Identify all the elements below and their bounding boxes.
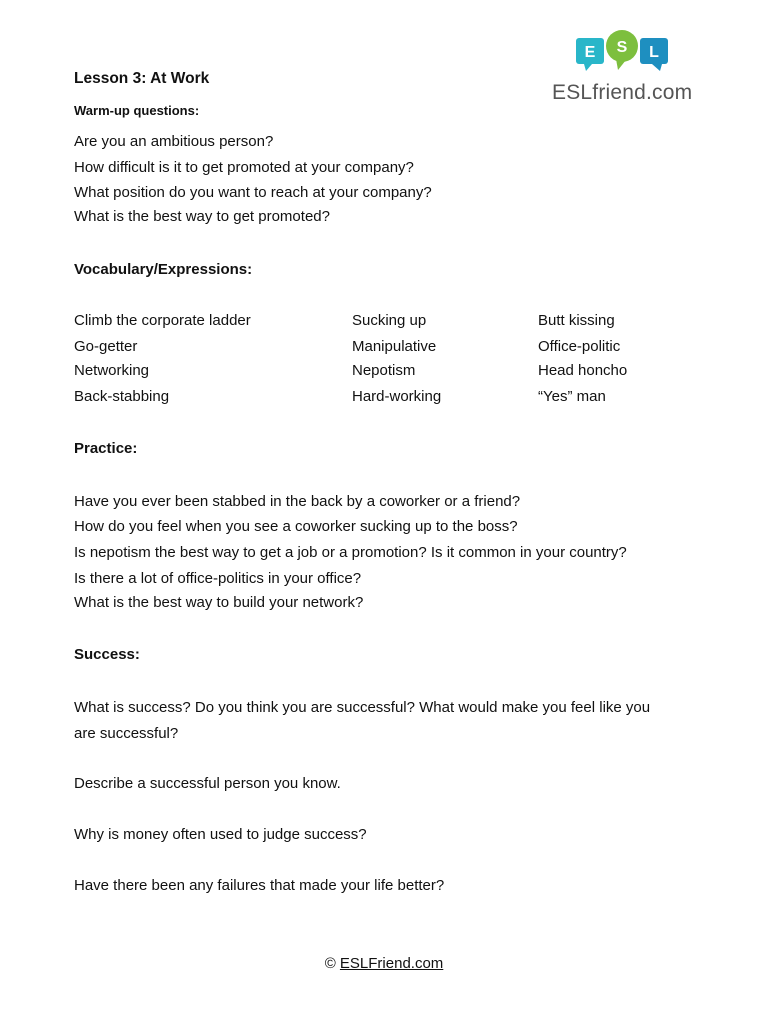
logo-bubble-s xyxy=(606,30,638,70)
warmup-question: What position do you want to reach at your company? xyxy=(74,184,432,201)
logo-letter-s: S xyxy=(616,39,628,56)
vocab-term: Climb the corporate ladder xyxy=(74,312,251,329)
logo xyxy=(552,28,693,108)
practice-question: Is there a lot of office-politics in your office? xyxy=(74,570,362,587)
vocab-term: “Yes” man xyxy=(538,388,606,405)
logo-bubbles-icon xyxy=(574,28,674,74)
logo-letter-e: E xyxy=(584,44,596,61)
practice-question: Have you ever been stabbed in the back by a coworker or a friend? xyxy=(74,493,521,510)
success-question: Why is money often used to judge success? xyxy=(74,826,367,843)
vocab-term: Hard-working xyxy=(352,388,442,405)
vocab-term: Head honcho xyxy=(538,362,628,379)
warmup-heading: Warm-up questions: xyxy=(74,103,200,118)
practice-heading: Practice: xyxy=(74,440,138,457)
logo-wordmark: ESLfriend.com xyxy=(552,81,693,104)
success-heading: Success: xyxy=(74,646,140,663)
success-question: Describe a successful person you know. xyxy=(74,775,341,792)
vocab-term: Networking xyxy=(74,362,150,379)
footer xyxy=(0,955,768,973)
vocab-term: Manipulative xyxy=(352,338,437,355)
logo-bubble-e xyxy=(576,38,604,71)
practice-question: How do you feel when you see a coworker sucking up to the boss? xyxy=(74,518,518,535)
copyright-symbol: © xyxy=(324,955,336,972)
practice-question: What is the best way to build your network? xyxy=(74,594,364,611)
vocab-term: Nepotism xyxy=(352,362,416,379)
logo-letter-l: L xyxy=(649,44,659,61)
page-title: Lesson 3: At Work xyxy=(74,70,210,87)
practice-question: Is nepotism the best way to get a job or a promotion? Is it common in your country? xyxy=(74,544,627,561)
success-question: Have there been any failures that made your life better? xyxy=(74,877,445,894)
success-question: What is success? Do you think you are successful? What would make you feel like you xyxy=(74,699,651,716)
vocab-term: Go-getter xyxy=(74,338,138,355)
vocab-term: Sucking up xyxy=(352,312,427,329)
warmup-question: What is the best way to get promoted? xyxy=(74,208,330,225)
success-question: are successful? xyxy=(74,725,179,742)
vocab-term: Office-politic xyxy=(538,338,621,355)
vocabulary-heading: Vocabulary/Expressions: xyxy=(74,261,253,278)
warmup-question: Are you an ambitious person? xyxy=(74,133,274,150)
warmup-question: How difficult is it to get promoted at your company? xyxy=(74,159,414,176)
vocab-term: Butt kissing xyxy=(538,312,615,329)
vocab-term: Back-stabbing xyxy=(74,388,170,405)
footer-link[interactable]: ESLFriend.com xyxy=(339,955,444,972)
logo-bubble-l xyxy=(640,38,668,71)
